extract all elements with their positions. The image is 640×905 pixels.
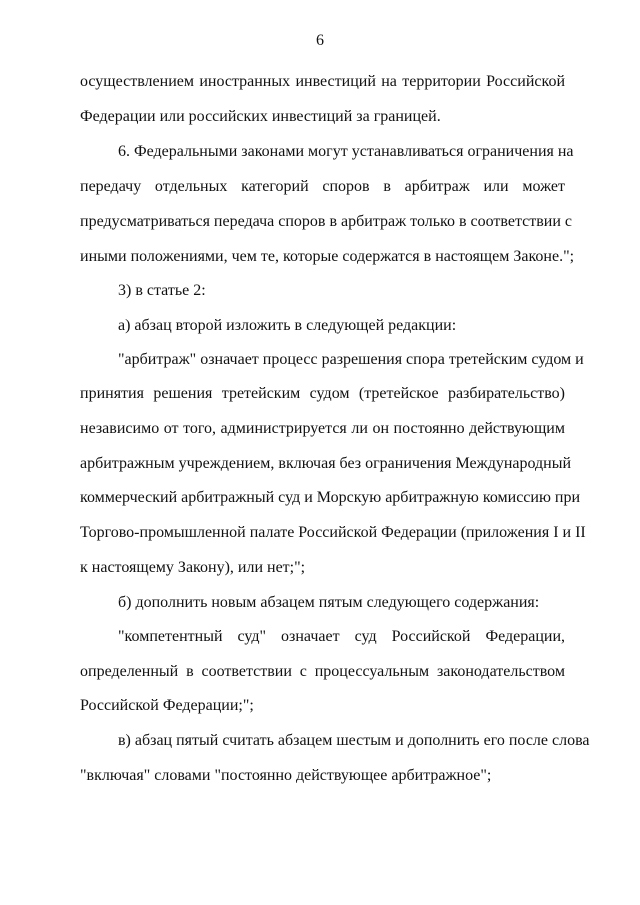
text-line: Торгово-промышленной палате Российской Федерации (приложения I и II	[80, 524, 586, 541]
text-line: в) абзац пятый считать абзацем шестым и дополнить его после слова	[118, 732, 590, 749]
text-line: осуществлением иностранных инвестиций на территории Российской	[80, 73, 565, 90]
text-line: иными положениями, чем те, которые содержатся в настоящем Законе.";	[80, 248, 575, 265]
text-line: коммерческий арбитражный суд и Морскую арбитражную комиссию при	[80, 489, 581, 506]
text-line: независимо от того, администрируется ли он постоянно действующим	[80, 420, 565, 437]
text-line: "включая" словами "постоянно действующее арбитражное";	[80, 767, 492, 784]
text-line: 3) в статье 2:	[118, 282, 206, 299]
text-line: к настоящему Закону), или нет;";	[80, 559, 306, 576]
text-line: определенный в соответствии с процессуальным законодательством	[80, 663, 565, 680]
text-line: Федерации или российских инвестиций за границей.	[80, 108, 441, 125]
text-line: б) дополнить новым абзацем пятым следующего содержания:	[118, 594, 540, 611]
text-line: 6. Федеральными законами могут устанавливаться ограничения на	[118, 143, 574, 160]
text-line: арбитражным учреждением, включая без ограничения Международный	[80, 455, 572, 472]
text-line: "компетентный суд" означает суд Российской Федерации,	[118, 628, 565, 645]
text-line: предусматриваться передача споров в арбитраж только в соответствии с	[80, 213, 573, 230]
text-line: а) абзац второй изложить в следующей редакции:	[118, 317, 457, 334]
text-line: принятия решения третейским судом (третейское разбирательство)	[80, 385, 565, 402]
page-number: 6	[316, 32, 324, 49]
text-line: передачу отдельных категорий споров в арбитраж или может	[80, 178, 565, 195]
text-line: "арбитраж" означает процесс разрешения спора третейским судом и	[118, 351, 584, 368]
text-line: Российской Федерации;";	[80, 697, 254, 714]
